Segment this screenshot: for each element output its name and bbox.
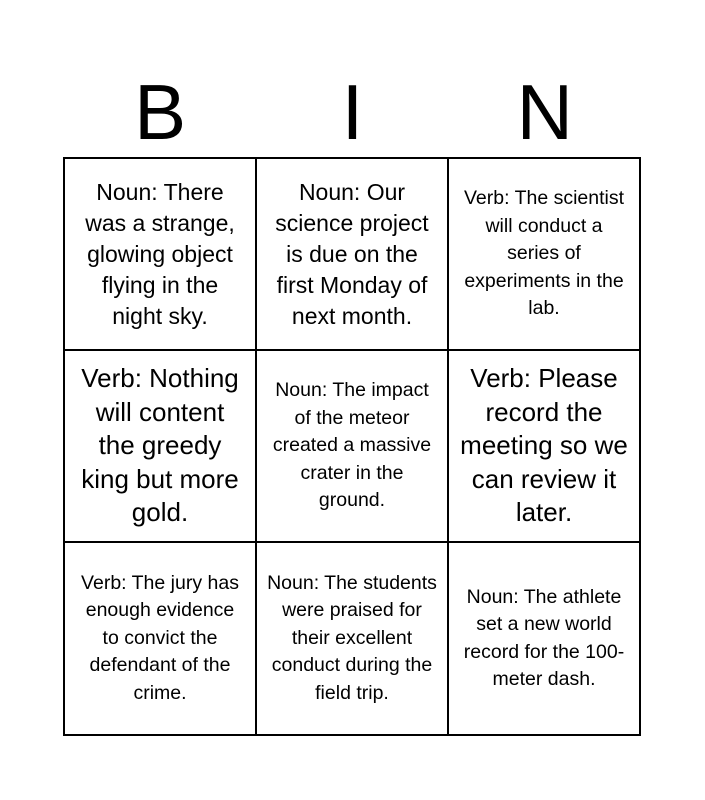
bingo-cell-r2c2[interactable]: Noun: The impact of the meteor created a massive crater in the ground. bbox=[257, 351, 449, 543]
bingo-cell-r2c3[interactable]: Verb: Please record the meeting so we can review it later. bbox=[449, 351, 639, 543]
bingo-cell-r1c3[interactable]: Verb: The scientist will conduct a series of experiments in the lab. bbox=[449, 159, 639, 351]
bingo-cell-r1c2[interactable]: Noun: Our science project is due on the first Monday of next month. bbox=[257, 159, 449, 351]
header-letter-n: N bbox=[516, 68, 573, 156]
bingo-cell-r1c1[interactable]: Noun: There was a strange, glowing object flying in the night sky. bbox=[65, 159, 257, 351]
header-letter-i: I bbox=[341, 68, 364, 156]
header-letter-b: B bbox=[134, 68, 187, 156]
bingo-cell-r3c3[interactable]: Noun: The athlete set a new world record for the 100-meter dash. bbox=[463, 585, 625, 690]
bingo-cell-r2c1[interactable]: Verb: Nothing will content the greedy king but more gold. bbox=[65, 351, 257, 543]
bingo-header bbox=[64, 66, 641, 158]
bingo-cell-r3c1[interactable]: Verb: The jury has enough evidence to convict the defendant of the crime. bbox=[65, 543, 257, 734]
bingo-cell-r3c2[interactable]: Noun: The students were praised for their excellent conduct during the field trip. bbox=[257, 543, 449, 734]
bingo-board bbox=[63, 157, 641, 736]
